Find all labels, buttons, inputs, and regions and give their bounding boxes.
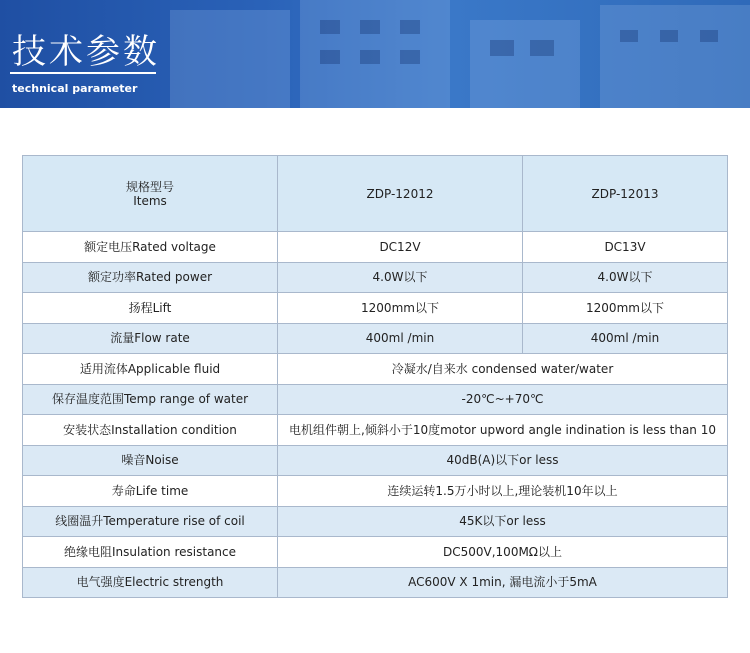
- table-header-row: [23, 156, 728, 232]
- row-label: 安装状态Installation condition: [23, 415, 278, 446]
- header-label-cn: 规格型号: [125, 179, 174, 194]
- row-label: 绝缘电阻Insulation resistance: [23, 537, 278, 568]
- header-model-1: ZDP-12012: [278, 156, 523, 232]
- row-label: 寿命Life time: [23, 476, 278, 507]
- row-label: 噪音Noise: [23, 445, 278, 476]
- row-label: 流量Flow rate: [23, 323, 278, 354]
- page-subtitle: technical parameter: [12, 82, 138, 95]
- table-row: [23, 506, 728, 537]
- table-row: [23, 567, 728, 598]
- row-label: 额定电压Rated voltage: [23, 232, 278, 263]
- table-row: [23, 537, 728, 568]
- building-shape: [170, 10, 290, 108]
- building-shape: [600, 5, 750, 108]
- row-value-model-2: 1200mm以下: [523, 293, 728, 324]
- header-items-cell: [23, 156, 278, 232]
- row-value-shared: -20℃~+70℃: [278, 384, 728, 415]
- row-value-model-2: 400ml /min: [523, 323, 728, 354]
- row-label: 电气强度Electric strength: [23, 567, 278, 598]
- row-value-shared: 40dB(A)以下or less: [278, 445, 728, 476]
- header-label-en: Items: [133, 193, 167, 208]
- page-title: 技术参数: [12, 32, 160, 72]
- row-value-shared: 连续运转1.5万小时以上,理论装机10年以上: [278, 476, 728, 507]
- table-row: [23, 415, 728, 446]
- table-row: [23, 232, 728, 263]
- header-banner: [0, 0, 750, 108]
- row-value-model-2: DC13V: [523, 232, 728, 263]
- table-row: [23, 262, 728, 293]
- header-model-2: ZDP-12013: [523, 156, 728, 232]
- spec-table: [22, 155, 728, 598]
- row-value-shared: DC500V,100MΩ以上: [278, 537, 728, 568]
- row-value-model-2: 4.0W以下: [523, 262, 728, 293]
- table-row: [23, 476, 728, 507]
- row-value-shared: AC600V X 1min, 漏电流小于5mA: [278, 567, 728, 598]
- row-label: 额定功率Rated power: [23, 262, 278, 293]
- table-row: [23, 323, 728, 354]
- title-underline: [10, 72, 156, 74]
- table-row: [23, 384, 728, 415]
- row-value-model-1: 1200mm以下: [278, 293, 523, 324]
- row-value-shared: 电机组件朝上,倾斜小于10度motor upword angle indination is less than 10: [278, 415, 728, 446]
- table-row: [23, 445, 728, 476]
- building-shape: [470, 20, 580, 108]
- row-label: 保存温度范围Temp range of water: [23, 384, 278, 415]
- row-value-model-1: 4.0W以下: [278, 262, 523, 293]
- row-value-model-1: DC12V: [278, 232, 523, 263]
- row-value-model-1: 400ml /min: [278, 323, 523, 354]
- row-value-shared: 冷凝水/自来水 condensed water/water: [278, 354, 728, 385]
- row-label: 扬程Lift: [23, 293, 278, 324]
- table-row: [23, 354, 728, 385]
- row-label: 适用流体Applicable fluid: [23, 354, 278, 385]
- row-value-shared: 45K以下or less: [278, 506, 728, 537]
- table-row: [23, 293, 728, 324]
- row-label: 线圈温升Temperature rise of coil: [23, 506, 278, 537]
